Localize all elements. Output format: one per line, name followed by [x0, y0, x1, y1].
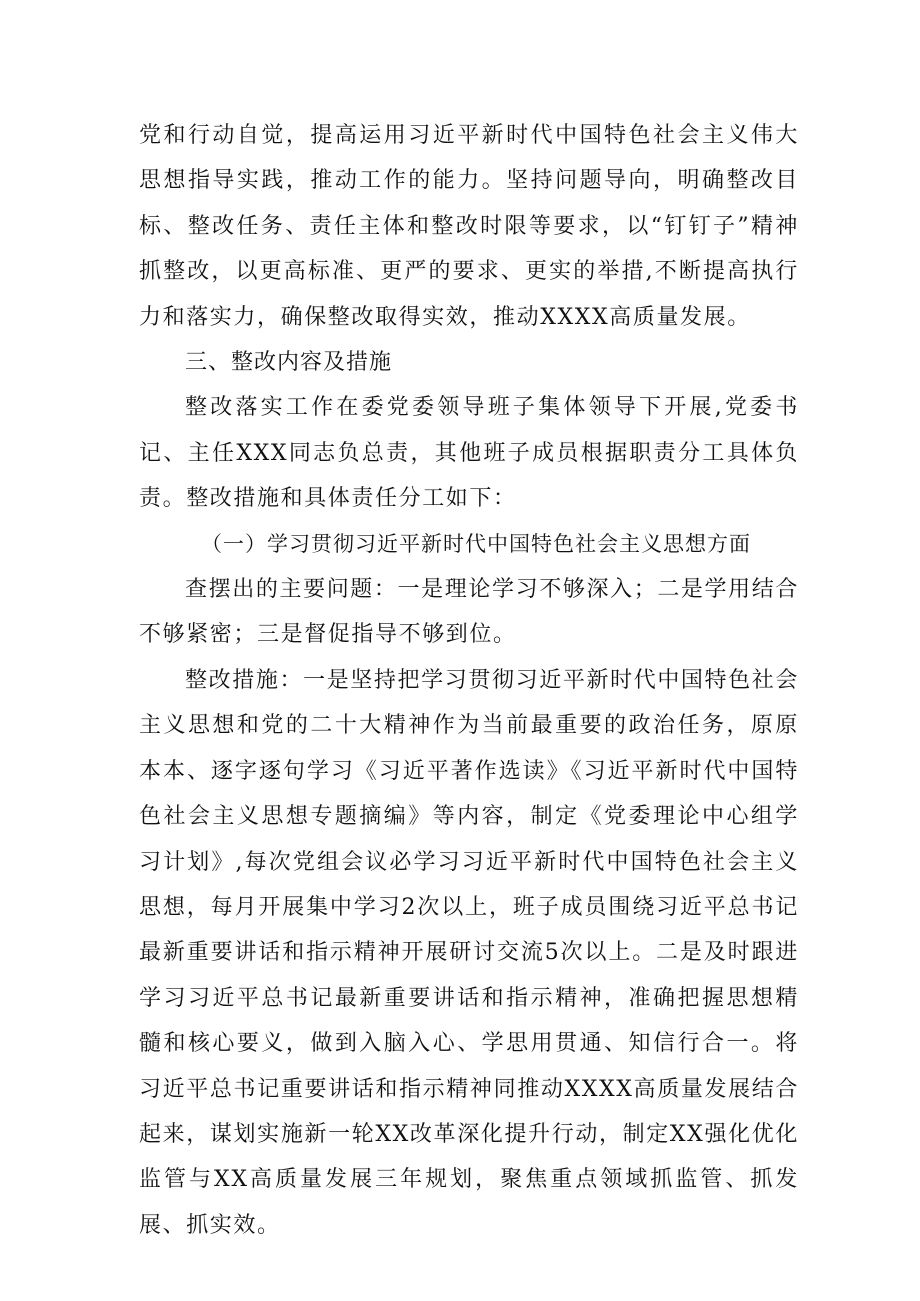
paragraph-problems: 查摆出的主要问题：一是理论学习不够深入；二是学用结合不够紧密；三是督促指导不够到位。 — [139, 577, 799, 648]
paragraph-measures: 整改措施：一是坚持把学习贯彻习近平新时代中国特色社会主义思想和党的二十大精神作为当前最重要的政治任务，原原本本、逐字逐句学习《习近平著作选读》《习近平新时代中国特色社会主义思想专题摘编》等内容，制定《党委理论中心组学习计划》,每次党组会议必学习习近平新时代中国特色社会主义思想，每月开展集中学习2次以上，班子成员围绕习近平总书记最新重要讲话和指示精神开展研讨交流5次以上。二是及时跟进学习习近平总书记最新重要讲话和指示精神，准确把握思想精髓和核心要义，做到入脑入心、学思用贯通、知信行合一。将习近平总书记重要讲话和指示精神同推动XXXX高质量发展结合起来，谋划实施新一轮XX改革深化提升行动，制定XX强化优化监管与XX高质量发展三年规划，聚焦重点领域抓监管、抓发展、抓实效。 — [139, 667, 799, 1238]
subsection-heading: （一）学习贯彻习近平新时代中国特色社会主义思想方面 — [201, 531, 751, 556]
paragraph-responsibility: 整改落实工作在委党委领导班子集体领导下开展,党委书记、主任XXX同志负总责，其他班子成员根据职责分工具体负责。整改措施和具体责任分工如下： — [139, 395, 799, 512]
paragraph-intro: 党和行动自觉，提高运用习近平新时代中国特色社会主义伟大思想指导实践，推动工作的能力。坚持问题导向，明确整改目标、整改任务、责任主体和整改时限等要求，以“钉钉子”精神抓整改，以更高标准、更严的要求、更实的举措,不断提高执行力和落实力，确保整改取得实效，推动XXXX高质量发展。 — [139, 123, 799, 330]
document-body — [139, 113, 799, 1248]
section-heading: 三、整改内容及措施 — [185, 350, 393, 376]
